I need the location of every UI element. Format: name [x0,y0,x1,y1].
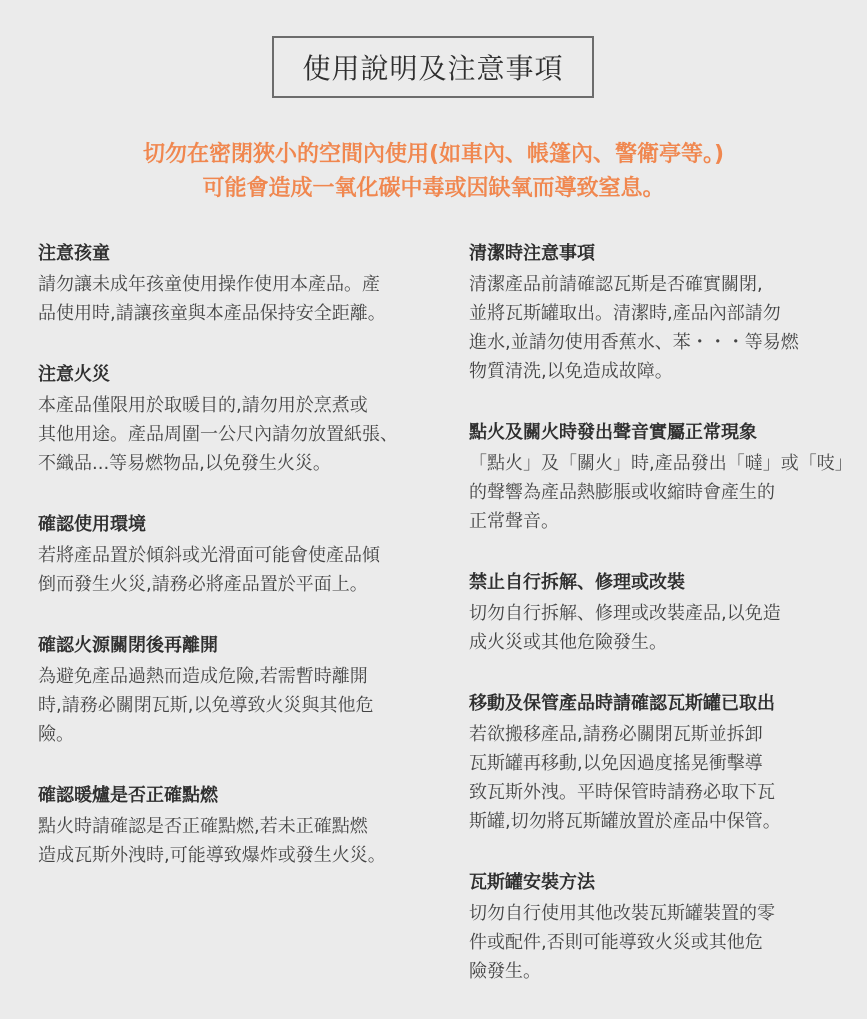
section-title: 清潔時注意事項 [469,243,595,264]
warning-line: 可能會造成一氧化碳中毒或因缺氧而導致窒息。 [202,176,665,201]
section-line: 切勿自行使用其他改裝瓦斯罐裝置的零 [469,903,775,924]
section-line: 若將產品置於傾斜或光滑面可能會使產品傾 [38,545,380,566]
section-body [38,270,443,328]
section-line: 請勿讓未成年孩童使用操作使用本產品。產 [38,274,380,295]
section-line: 斯罐,切勿將瓦斯罐放置於產品中保管。 [469,811,781,832]
section-line: 品使用時,請讓孩童與本產品保持安全距離。 [38,303,386,324]
section-line: 件或配件,否則可能導致火災或其他危 [469,932,763,953]
section-title: 確認火源關閉後再離開 [38,635,218,656]
section-line: 進水,並請勿使用香蕉水、苯・・・等易燃 [469,332,799,353]
section-line: 正常聲音。 [469,511,559,532]
section-title: 確認暖爐是否正確點燃 [38,785,218,806]
section-body [38,662,443,749]
section-line: 險發生。 [469,961,541,982]
section-body [469,599,839,657]
section-line: 瓦斯罐再移動,以免因過度搖晃衝擊導 [469,753,763,774]
section-body [469,899,839,986]
section-no-modification [469,569,839,657]
section-fire-safety [38,361,443,478]
section-title: 確認使用環境 [38,514,146,535]
section-line: 倒而發生火災,請務必將產品置於平面上。 [38,574,368,595]
page-title: 使用說明及注意事項 [302,52,564,85]
section-line: 清潔產品前請確認瓦斯是否確實關閉, [469,274,763,295]
section-title: 瓦斯罐安裝方法 [469,872,595,893]
section-usage-environment [38,511,443,599]
section-title: 禁止自行拆解、修理或改裝 [469,572,685,593]
warning-line: 切勿在密閉狹小的空間內使用(如車內、帳篷內、警衛亭等。) [142,142,725,167]
section-line: 其他用途。產品周圍一公尺內請勿放置紙張、 [38,424,398,445]
section-ignition-sounds [469,419,853,536]
section-line: 「點火」及「關火」時,產品發出「噠」或「吱」 [469,453,853,474]
section-body [469,270,839,386]
section-line: 造成瓦斯外洩時,可能導致爆炸或發生火災。 [38,845,386,866]
section-title: 移動及保管產品時請確認瓦斯罐已取出 [469,693,775,714]
section-turn-off-before-leaving [38,632,443,749]
title-box [272,36,594,98]
section-body [469,720,839,836]
warning-notice [0,138,867,206]
section-line: 險。 [38,724,74,745]
section-line: 為避免產品過熱而造成危險,若需暫時離開 [38,666,368,687]
section-title: 點火及關火時發出聲音實屬正常現象 [469,422,757,443]
section-canister-installation [469,869,839,986]
section-line: 點火時請確認是否正確點燃,若未正確點燃 [38,816,368,837]
section-line: 本產品僅限用於取暖目的,請勿用於烹煮或 [38,395,368,416]
section-body [38,541,443,599]
section-line: 致瓦斯外洩。平時保管時請務必取下瓦 [469,782,775,803]
section-line: 物質清洗,以免造成故障。 [469,361,673,382]
section-line: 成火災或其他危險發生。 [469,632,667,653]
section-line: 不織品...等易燃物品,以免發生火災。 [38,453,331,474]
section-body [469,449,853,536]
section-children-safety [38,240,443,328]
section-line: 切勿自行拆解、修理或改裝產品,以免造 [469,603,781,624]
section-line: 的聲響為產品熱膨脹或收縮時會產生的 [469,482,775,503]
section-body [38,812,443,870]
section-line: 時,請務必關閉瓦斯,以免導致火災與其他危 [38,695,374,716]
section-ignition-check [38,782,443,870]
section-line: 若欲搬移產品,請務必關閉瓦斯並拆卸 [469,724,763,745]
section-moving-storage [469,690,839,836]
section-line: 並將瓦斯罐取出。清潔時,產品內部請勿 [469,303,781,324]
section-title: 注意火災 [38,364,110,385]
left-column [38,240,443,903]
section-cleaning [469,240,839,386]
section-body [38,391,443,478]
section-title: 注意孩童 [38,243,110,264]
right-column [469,240,853,1019]
